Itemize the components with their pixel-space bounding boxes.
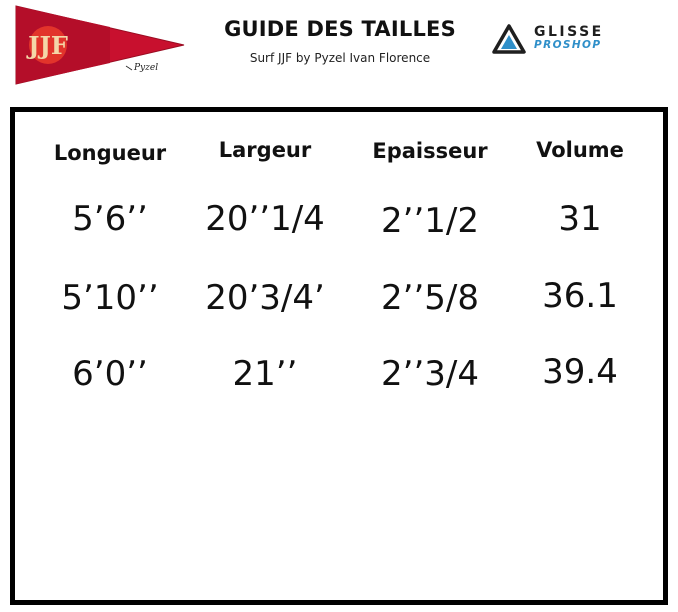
table-cell-longueur: 5’6’’ <box>72 199 148 239</box>
brand-name-line2: PROSHOP <box>534 39 602 51</box>
glisse-proshop-logo <box>492 24 652 54</box>
jjf-pennant-logo <box>14 4 186 86</box>
pyzel-signature: Pyzel <box>134 63 159 73</box>
table-cell-largeur: 21’’ <box>232 354 298 394</box>
column-header-volume: Volume <box>536 138 624 162</box>
table-cell-volume: 39.4 <box>542 352 618 392</box>
brand-name-line1: GLISSE <box>534 24 604 40</box>
table-cell-largeur: 20’3/4’ <box>205 278 325 318</box>
table-cell-epaisseur: 2’’5/8 <box>381 278 479 318</box>
triangle-logo-icon <box>492 24 526 54</box>
table-cell-epaisseur: 2’’3/4 <box>381 354 479 394</box>
column-header-longueur: Longueur <box>53 141 167 165</box>
table-cell-volume: 36.1 <box>542 276 618 316</box>
size-table <box>10 107 668 605</box>
column-header-largeur: Largeur <box>218 138 312 162</box>
table-cell-epaisseur: 2’’1/2 <box>381 201 479 241</box>
table-cell-largeur: 20’’1/4 <box>205 199 325 239</box>
column-header-epaisseur: Epaisseur <box>372 139 488 163</box>
table-cell-longueur: 6’0’’ <box>72 354 148 394</box>
jjf-monogram: JJF <box>28 31 68 60</box>
page-title: GUIDE DES TAILLES <box>224 17 456 41</box>
table-cell-longueur: 5’10’’ <box>61 278 159 318</box>
table-cell-volume: 31 <box>558 199 602 239</box>
page-subtitle: Surf JJF by Pyzel Ivan Florence <box>249 51 431 65</box>
